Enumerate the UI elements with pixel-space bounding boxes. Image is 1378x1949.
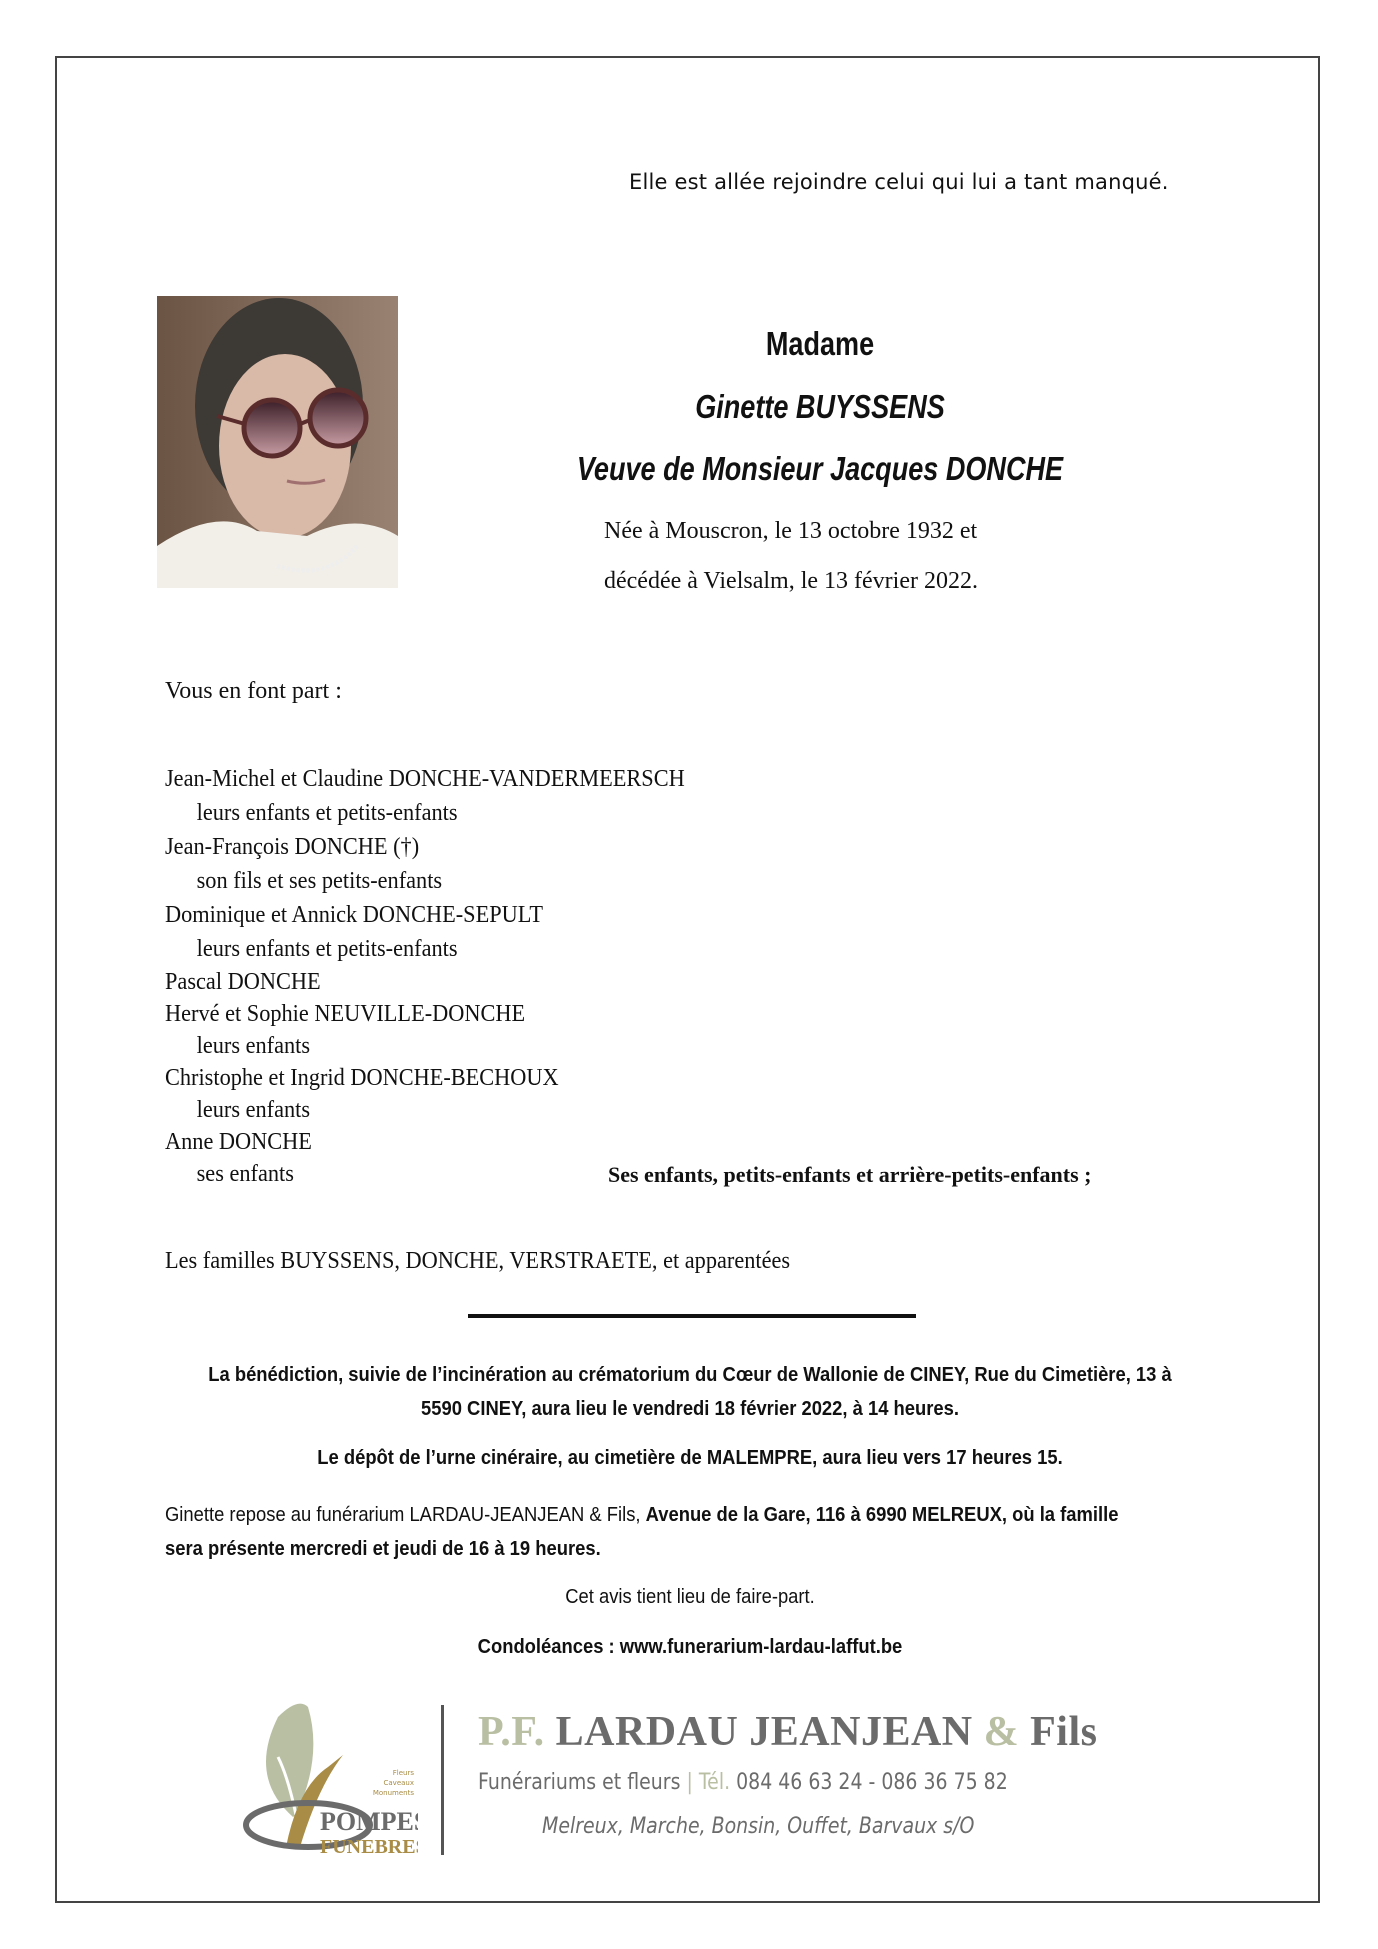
notice-line: Cet avis tient lieu de faire-part.: [565, 1586, 815, 1608]
phone-numbers: 084 46 63 24 - 086 36 75 82: [736, 1770, 1008, 1795]
family-member: Anne DONCHE: [165, 1129, 312, 1155]
family-descendants: son fils et ses petits-enfants: [196, 868, 443, 894]
logo-small-line: Fleurs: [392, 1769, 414, 1777]
family-descendants: leurs enfants et petits-enfants: [196, 800, 458, 826]
brand-cities: Melreux, Marche, Bonsin, Ouffet, Barvaux s/O: [542, 1814, 975, 1839]
brand-fils: Fils: [1030, 1709, 1098, 1755]
brand-main: LARDAU JEANJEAN: [555, 1709, 973, 1755]
birth-line: Née à Mouscron, le 13 octobre 1932 et: [604, 518, 978, 544]
ceremony-blessing: La bénédiction, suivie de l’incinération au crématorium du Cœur de Wallonie de CINEY, Rue du Cimetière, 13 à 5590 CINEY, aura lieu le vendredi 18 février 2022, à 14 heures.: [208, 1364, 1172, 1420]
family-descendants: leurs enfants: [196, 1033, 311, 1059]
logo-word-pompes: POMPES: [320, 1807, 418, 1836]
ceremony-urn: Le dépôt de l’urne cinéraire, au cimetière de MALEMPRE, aura lieu vers 17 heures 15.: [317, 1447, 1063, 1469]
rest-intro: Ginette repose au funérarium LARDAU-JEANJEAN & Fils,: [165, 1504, 646, 1526]
brand-name: [478, 1708, 1097, 1756]
condolences-link[interactable]: Condoléances : www.funerarium-lardau-laffut.be: [477, 1636, 903, 1658]
tel-label: | Tél.: [686, 1770, 731, 1795]
spouse-line: Veuve de Monsieur Jacques DONCHE: [576, 450, 1064, 487]
tagline-text: Funérariums et fleurs: [478, 1770, 681, 1795]
families-line: Les familles BUYSSENS, DONCHE, VERSTRAETE, et apparentées: [165, 1248, 791, 1274]
family-descendants: ses enfants: [196, 1161, 294, 1187]
deceased-name: Ginette BUYSSENS: [695, 388, 945, 425]
title-madame: Madame: [765, 325, 875, 362]
brand-tagline: [478, 1770, 1008, 1795]
family-list: [165, 762, 724, 1190]
portrait-photo: [157, 296, 398, 588]
logo-separator: [441, 1705, 444, 1855]
brand-amp: &: [983, 1709, 1020, 1755]
logo-small-line: Monuments: [372, 1789, 414, 1797]
logo-small-line: Caveaux: [383, 1779, 414, 1787]
announce-label: Vous en font part :: [165, 678, 342, 704]
grandchildren-line: Ses enfants, petits-enfants et arrière-petits-enfants ;: [608, 1162, 1092, 1187]
family-descendants: leurs enfants: [196, 1097, 311, 1123]
family-member: Christophe et Ingrid DONCHE-BECHOUX: [165, 1065, 559, 1091]
family-member: Hervé et Sophie NEUVILLE-DONCHE: [165, 1001, 526, 1027]
death-line: décédée à Vielsalm, le 13 février 2022.: [604, 568, 978, 594]
rest-address: Avenue de la Gare, 116 à 6990 MELREUX, où la famille sera présente mercredi et jeudi de 16 à 19 heures.: [165, 1504, 1119, 1560]
pompes-funebres-logo: [238, 1697, 418, 1857]
family-member: Dominique et Annick DONCHE-SEPULT: [165, 902, 543, 928]
family-descendants: leurs enfants et petits-enfants: [196, 936, 458, 962]
family-member: Pascal DONCHE: [165, 969, 321, 995]
family-member: Jean-François DONCHE (†): [165, 834, 420, 860]
ceremony-rest: [165, 1498, 1159, 1566]
brand-pf: P.F.: [478, 1709, 545, 1755]
family-member: Jean-Michel et Claudine DONCHE-VANDERMEERSCH: [165, 766, 685, 792]
logo-word-funebres: FUNEBRES: [320, 1836, 418, 1857]
epigraph: Elle est allée rejoindre celui qui lui a tant manqué.: [629, 170, 1169, 194]
divider: [468, 1314, 916, 1318]
